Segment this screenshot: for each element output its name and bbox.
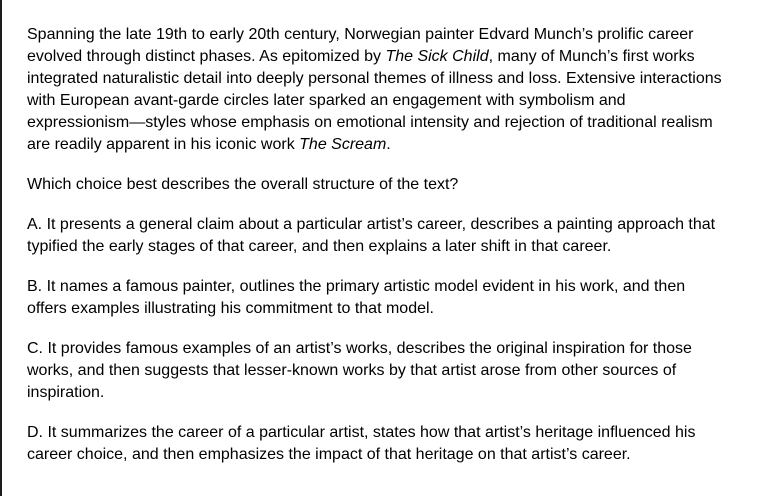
- passage-text-segment: .: [386, 136, 391, 153]
- option-d: [27, 422, 727, 466]
- passage-paragraph: [27, 24, 727, 156]
- option-b-label: B.: [27, 278, 43, 295]
- option-a-label: A.: [27, 216, 43, 233]
- option-d-text: It summarizes the career of a particular artist, states how that artist’s heritage influenced his career choice, and then emphasizes the impact of that heritage on that artist’s career.: [27, 424, 696, 463]
- option-c-text: It provides famous examples of an artist’s works, describes the original inspiration for those works, and then suggests that lesser-known works by that artist arose from other sources of inspiration.: [27, 340, 692, 401]
- work-title-the-scream: The Scream: [299, 136, 387, 153]
- passage-text-segment: Spanning the late 19th to early 20th century, Norwegian painter Edvard Munch’s prolific career evolved through distinct phases. As epitomized by: [27, 26, 694, 65]
- option-b-text: It names a famous painter, outlines the primary artistic model evident in his work, and then offers examples illustrating his commitment to that model.: [27, 278, 686, 317]
- option-a: [27, 214, 727, 258]
- passage-text-segment: , many of Munch’s first works integrated naturalistic detail into deeply personal themes of illness and loss. Extensive interactions with European avant-garde circles later sparked an engagement with symbolism and expressionism—styles whose emphasis on emotional intensity and rejection of traditional realism are readily apparent in his iconic work: [27, 48, 722, 153]
- option-c: [27, 338, 727, 404]
- question-document: [27, 24, 727, 466]
- option-c-label: C.: [27, 340, 43, 357]
- option-a-text: It presents a general claim about a particular artist’s career, describes a painting approach that typified the early stages of that career, and then explains a later shift in that career.: [27, 216, 716, 255]
- left-edge-line: [0, 0, 2, 496]
- option-b: [27, 276, 727, 320]
- work-title-the-sick-child: The Sick Child: [385, 48, 489, 65]
- option-d-label: D.: [27, 424, 43, 441]
- question-prompt: Which choice best describes the overall structure of the text?: [27, 176, 459, 193]
